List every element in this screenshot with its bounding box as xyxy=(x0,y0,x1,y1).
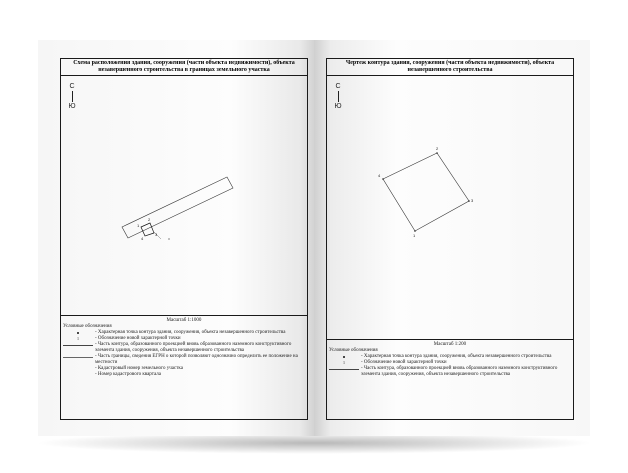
legend-item-cadastral-number: - Кадастровый номер земельного участка xyxy=(95,366,183,371)
open-booklet xyxy=(38,40,590,436)
point-label-4: 4 xyxy=(141,236,144,241)
right-legend-title: Условные обозначения xyxy=(329,348,378,353)
building-contour xyxy=(383,153,469,231)
point-label-3: 3 xyxy=(471,198,474,203)
contour-point-4 xyxy=(414,230,416,232)
point-symbol-icon xyxy=(77,332,79,334)
building-contour xyxy=(141,223,154,236)
point-label-1: 1 xyxy=(413,233,416,238)
point-label-3: 3 xyxy=(155,232,158,237)
legend-item-point: - Характерная точка контура здания, сооружения, объекта незавершенного строительства xyxy=(61,330,307,336)
new-point-symbol-icon: 1 xyxy=(343,360,345,365)
right-page-frame xyxy=(326,58,574,420)
point-label-4: 4 xyxy=(378,173,381,178)
right-scale: Масштаб 1:200 xyxy=(433,342,467,347)
south-label: Ю xyxy=(334,103,342,110)
building-contour-drawing xyxy=(327,89,571,329)
right-page-title: Чертеж контура здания, сооружения (части объекта недвижимости), объекта незавершенного строительства xyxy=(327,59,573,76)
left-legend xyxy=(61,315,307,419)
left-page xyxy=(38,40,314,436)
contour-point-3 xyxy=(468,200,470,202)
point-label-2: 2 xyxy=(148,217,151,222)
north-label: С xyxy=(69,83,75,90)
legend-item-new-point: 1 - Обозначение новой характерной точки xyxy=(343,360,447,365)
legend-item-contour: - Часть контура, образованного проекцией вновь образованного наземного конструктивного элемента здания, сооружения, объекта незавершенного строительства xyxy=(327,366,573,378)
legend-item-new-point: 1 - Обозначение новой характерной точки xyxy=(77,336,181,341)
legend-item-contour: - Часть контура, образованного проекцией вновь образованного наземного конструктивного элемента здания, сооружения, объекта незавершенного строительства xyxy=(61,342,307,354)
land-plot-boundary xyxy=(122,177,233,238)
left-page-title: Схема расположения здания, сооружения (части объекта недвижимости), объекта незавершенного строительства в границах земельного участка xyxy=(61,59,307,76)
legend-item-boundary: - Часть границы, сведения ЕГРН о которой позволяют однозначно определить ее положение на местности xyxy=(61,354,307,366)
point-symbol-icon xyxy=(343,356,345,358)
contour-line-icon xyxy=(63,345,93,346)
north-label: С xyxy=(335,83,341,90)
left-page-frame xyxy=(60,58,308,420)
boundary-point xyxy=(168,238,169,239)
right-legend xyxy=(327,339,573,419)
point-label-1: 1 xyxy=(137,223,140,228)
left-legend-title: Условные обозначения xyxy=(63,324,112,329)
right-page xyxy=(314,40,590,436)
left-scale: Масштаб 1:1000 xyxy=(166,318,202,323)
contour-point-2 xyxy=(436,152,438,154)
point-label-2: 2 xyxy=(436,146,439,151)
legend-item-cadastral-quarter: - Номер кадастрового квартала xyxy=(95,372,161,377)
legend-item-point: - Характерная точка контура здания, сооружения, объекта незавершенного строительства xyxy=(327,354,573,360)
contour-point-1 xyxy=(382,178,384,180)
new-point-symbol-icon: 1 xyxy=(77,336,79,341)
south-label: Ю xyxy=(68,103,76,110)
boundary-line-icon xyxy=(63,357,93,358)
contour-line-icon xyxy=(329,369,359,370)
site-plan-drawing xyxy=(61,89,305,319)
